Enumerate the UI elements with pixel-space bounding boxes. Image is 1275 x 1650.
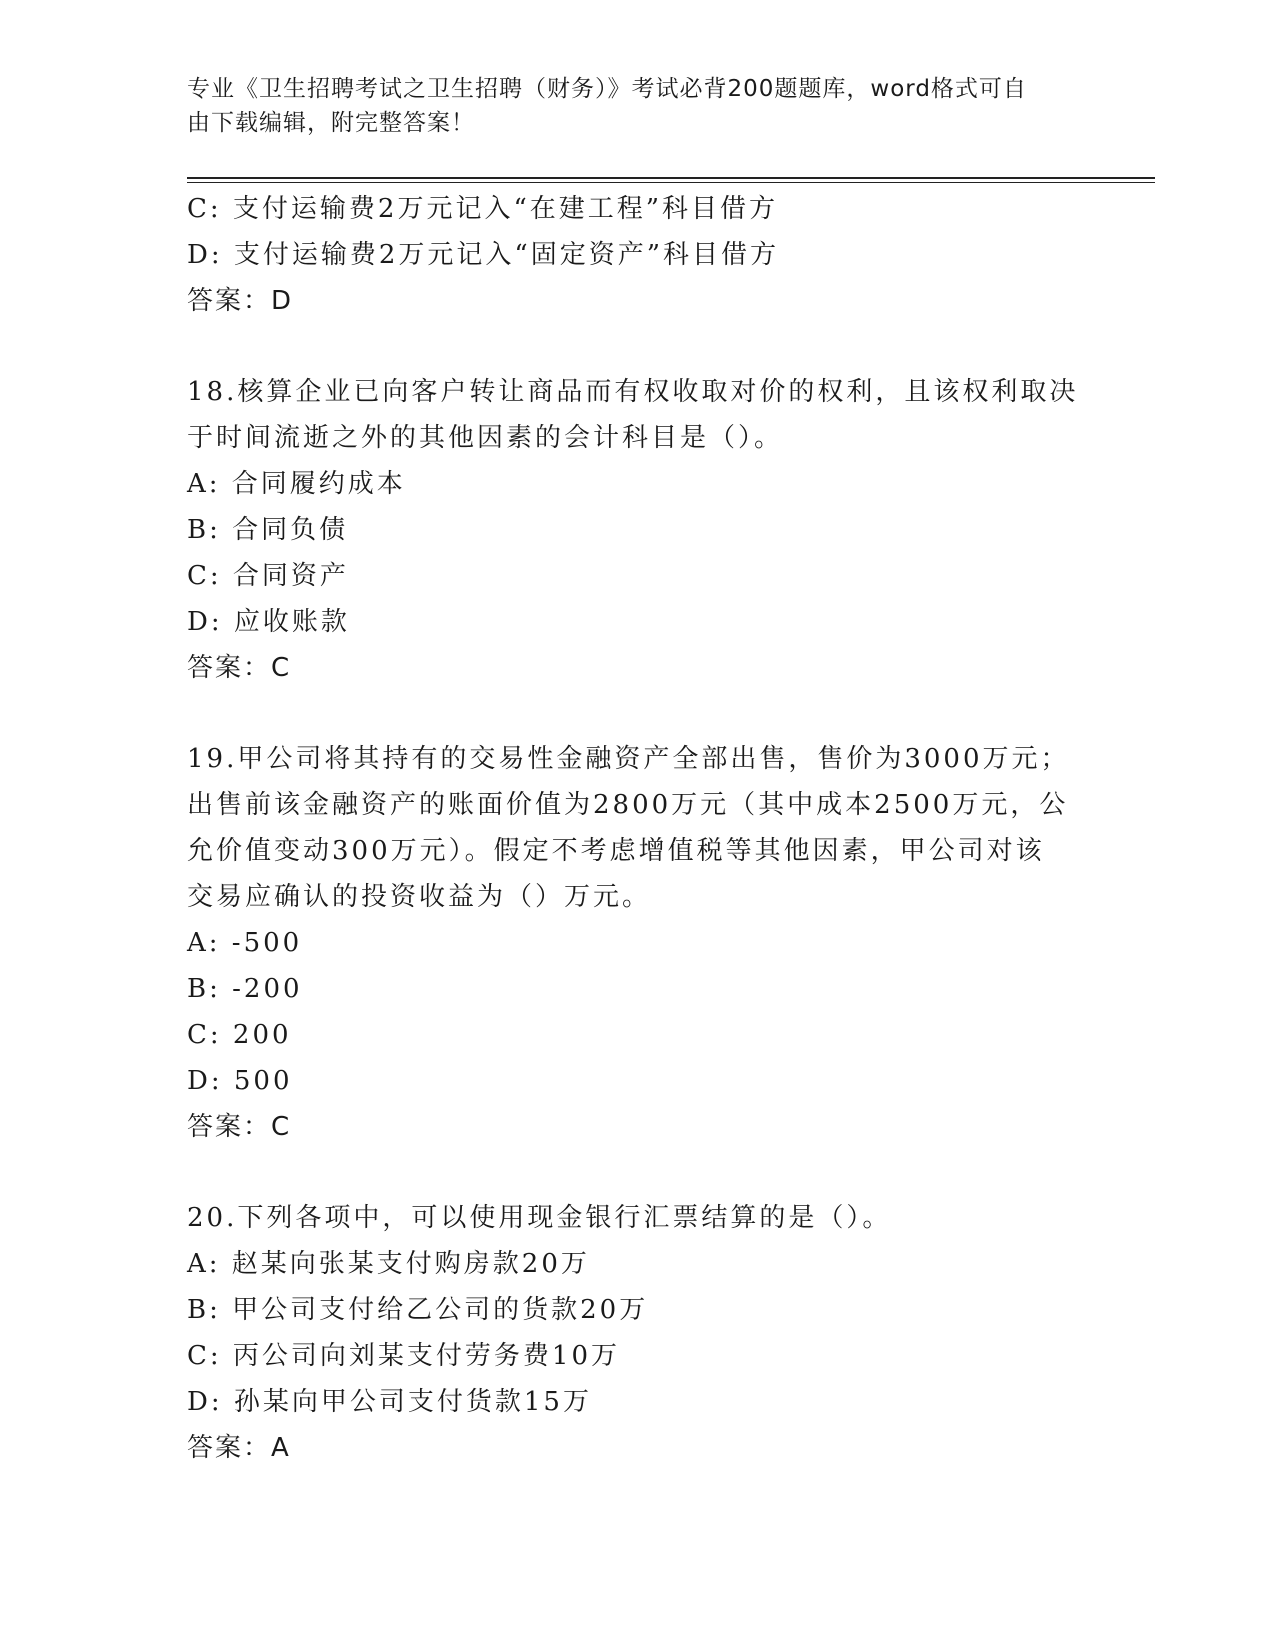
header-divider-thick <box>187 177 1155 179</box>
option-d: D: 孙某向甲公司支付货款15万 <box>187 1387 592 1417</box>
option-c: C: 合同资产 <box>187 561 349 591</box>
question-20 <box>187 1195 1087 1471</box>
option-a: A: -500 <box>187 928 303 958</box>
question-stem: 18.核算企业已向客户转让商品而有权收取对价的权利，且该权利取决 <box>187 377 1079 407</box>
question-stem: 20.下列各项中，可以使用现金银行汇票结算的是（）。 <box>187 1203 892 1233</box>
question-stem: 19.甲公司将其持有的交易性金融资产全部出售，售价为3000万元； <box>187 744 1070 774</box>
option-d: D: 500 <box>187 1066 293 1096</box>
option-c: C: 丙公司向刘某支付劳务费10万 <box>187 1341 621 1371</box>
option-b: B: 合同负债 <box>187 515 349 545</box>
option-d: D: 支付运输费2万元记入“固定资产”科目借方 <box>187 240 779 270</box>
header-title-line-1: 专业《卫生招聘考试之卫生招聘（财务）》考试必背200题题库，word格式可自 <box>187 76 1027 102</box>
header-title-line-2: 由下载编辑，附完整答案！ <box>187 110 475 136</box>
question-19 <box>187 736 1087 1150</box>
option-c: C: 支付运输费2万元记入“在建工程”科目借方 <box>187 194 779 224</box>
option-b: B: 甲公司支付给乙公司的货款20万 <box>187 1295 649 1325</box>
question-stem: 出售前该金融资产的账面价值为2800万元（其中成本2500万元，公 <box>187 790 1069 820</box>
question-stem: 交易应确认的投资收益为（）万元。 <box>187 882 652 912</box>
answer: 答案：D <box>187 286 294 316</box>
question-17-continued <box>187 186 1087 324</box>
document-body <box>187 186 1087 1471</box>
option-d: D: 应收账款 <box>187 607 350 637</box>
question-stem: 于时间流逝之外的其他因素的会计科目是（）。 <box>187 423 784 453</box>
answer: 答案：C <box>187 653 292 683</box>
document-header <box>187 72 1067 140</box>
question-stem: 允价值变动300万元）。假定不考虑增值税等其他因素，甲公司对该 <box>187 836 1045 866</box>
header-divider-thin <box>187 182 1155 183</box>
option-b: B: -200 <box>187 974 303 1004</box>
answer: 答案：C <box>187 1112 292 1142</box>
answer: 答案：A <box>187 1433 291 1463</box>
option-a: A: 赵某向张某支付购房款20万 <box>187 1249 590 1279</box>
option-c: C: 200 <box>187 1020 292 1050</box>
question-18 <box>187 369 1087 691</box>
option-a: A: 合同履约成本 <box>187 469 406 499</box>
